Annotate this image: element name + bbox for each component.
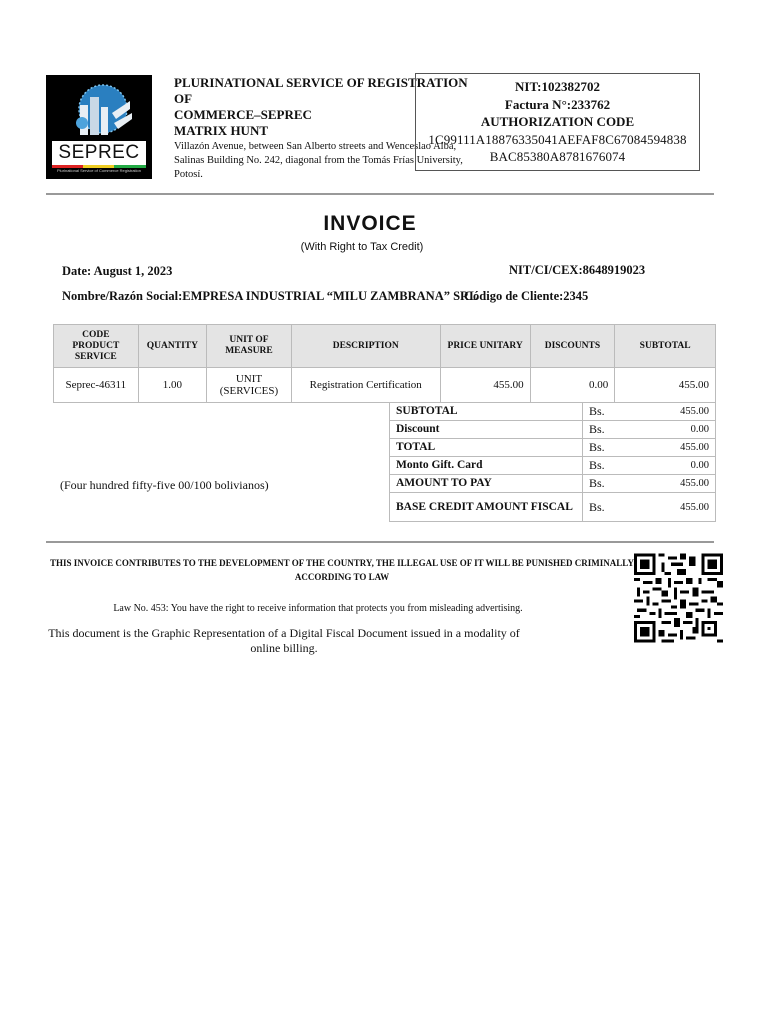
total-label: BASE CREDIT AMOUNT FISCAL	[390, 493, 583, 522]
totals-table	[389, 402, 716, 522]
totals-row-total	[390, 439, 716, 457]
customer-name: Nombre/Razón Social:EMPRESA INDUSTRIAL “MILU ZAMBRANA” SRL	[62, 289, 478, 303]
invoice-number: Factura N°:233762	[504, 96, 611, 112]
header-unit: UNIT OF MEASURE	[207, 325, 292, 368]
total-currency: Bs.	[583, 439, 636, 457]
header-description: DESCRIPTION	[291, 325, 440, 368]
total-value: 455.00	[635, 493, 716, 522]
total-value: 455.00	[635, 475, 716, 493]
items-table	[53, 324, 716, 403]
header-quantity: QUANTITY	[138, 325, 207, 368]
logo-tagline: Plurinational Service of Commerce Registration	[56, 168, 142, 173]
logo-word: SEPREC	[52, 141, 146, 165]
cell-unit: UNIT (SERVICES)	[207, 368, 292, 403]
total-currency: Bs.	[583, 457, 636, 475]
total-value: 455.00	[635, 439, 716, 457]
amount-in-words: (Four hundred fifty-five 00/100 bolivianos)	[60, 478, 269, 492]
company-name-line2: COMMERCE–SEPREC	[174, 107, 312, 122]
totals-row-discount	[390, 421, 716, 439]
cell-subtotal: 455.00	[615, 368, 716, 403]
invoice-title: INVOICE	[323, 212, 417, 235]
cell-quantity: 1.00	[138, 368, 207, 403]
authorization-code-line2: BAC85380A8781676074	[489, 149, 626, 164]
total-currency: Bs.	[583, 403, 636, 421]
company-name-line1: PLURINATIONAL SERVICE OF REGISTRATION OF	[174, 75, 468, 106]
customer-nit: NIT/CI/CEX:8648919023	[509, 263, 646, 277]
total-label: Monto Gift. Card	[390, 457, 583, 475]
total-currency: Bs.	[583, 421, 636, 439]
total-label: SUBTOTAL	[390, 403, 583, 421]
authorization-code-line1: 1C99111A18876335041AEFAF8C67084594838	[428, 131, 687, 147]
table-row	[54, 368, 716, 403]
total-label: AMOUNT TO PAY	[390, 475, 583, 493]
cell-price: 455.00	[440, 368, 530, 403]
buildings-globe-icon	[68, 83, 138, 141]
seprec-logo	[46, 75, 152, 179]
total-label: TOTAL	[390, 439, 583, 457]
company-branch: MATRIX HUNT	[174, 123, 269, 138]
cell-description: Registration Certification	[291, 368, 440, 403]
header-code: CODE PRODUCT SERVICE	[54, 325, 139, 368]
total-currency: Bs.	[583, 493, 636, 522]
totals-row-subtotal	[390, 403, 716, 421]
total-currency: Bs.	[583, 475, 636, 493]
header-discounts: DISCOUNTS	[530, 325, 615, 368]
cell-discount: 0.00	[530, 368, 615, 403]
header-price: PRICE UNITARY	[440, 325, 530, 368]
total-label: Discount	[390, 421, 583, 439]
invoice-subtitle: (With Right to Tax Credit)	[300, 241, 424, 253]
cell-code: Seprec-46311	[54, 368, 139, 403]
qr-code-icon	[634, 551, 723, 645]
header-subtotal: SUBTOTAL	[615, 325, 716, 368]
authorization-box	[415, 73, 700, 171]
totals-row-base-credit	[390, 493, 716, 522]
footer-divider	[46, 541, 714, 543]
customer-code: Código de Cliente:2345	[464, 289, 589, 303]
total-value: 0.00	[635, 457, 716, 475]
authorization-label: AUTHORIZATION CODE	[480, 114, 635, 129]
graphic-representation-note: This document is the Graphic Representation of a Digital Fiscal Document issued in a modality of online billing.	[48, 626, 520, 655]
legal-notice: THIS INVOICE CONTRIBUTES TO THE DEVELOPMENT OF THE COUNTRY, THE ILLEGAL USE OF IT WILL BE PUNISHED CRIMINALLY ACCORDING TO LAW	[49, 558, 634, 582]
nit-number: NIT:102382702	[515, 79, 600, 94]
invoice-date: Date: August 1, 2023	[62, 264, 173, 278]
total-value: 0.00	[635, 421, 716, 439]
law-notice: Law No. 453: You have the right to receive information that protects you from misleading advertising.	[113, 603, 523, 614]
totals-row-amount-to-pay	[390, 475, 716, 493]
totals-row-gift-card	[390, 457, 716, 475]
company-address: Villazón Avenue, between San Alberto streets and Wenceslao Alba, Salinas Building No. 242, diagonal from the Tomás Frías University, Potosí.	[174, 141, 463, 180]
items-header-row	[54, 325, 716, 368]
header-divider	[46, 193, 714, 195]
total-value: 455.00	[635, 403, 716, 421]
